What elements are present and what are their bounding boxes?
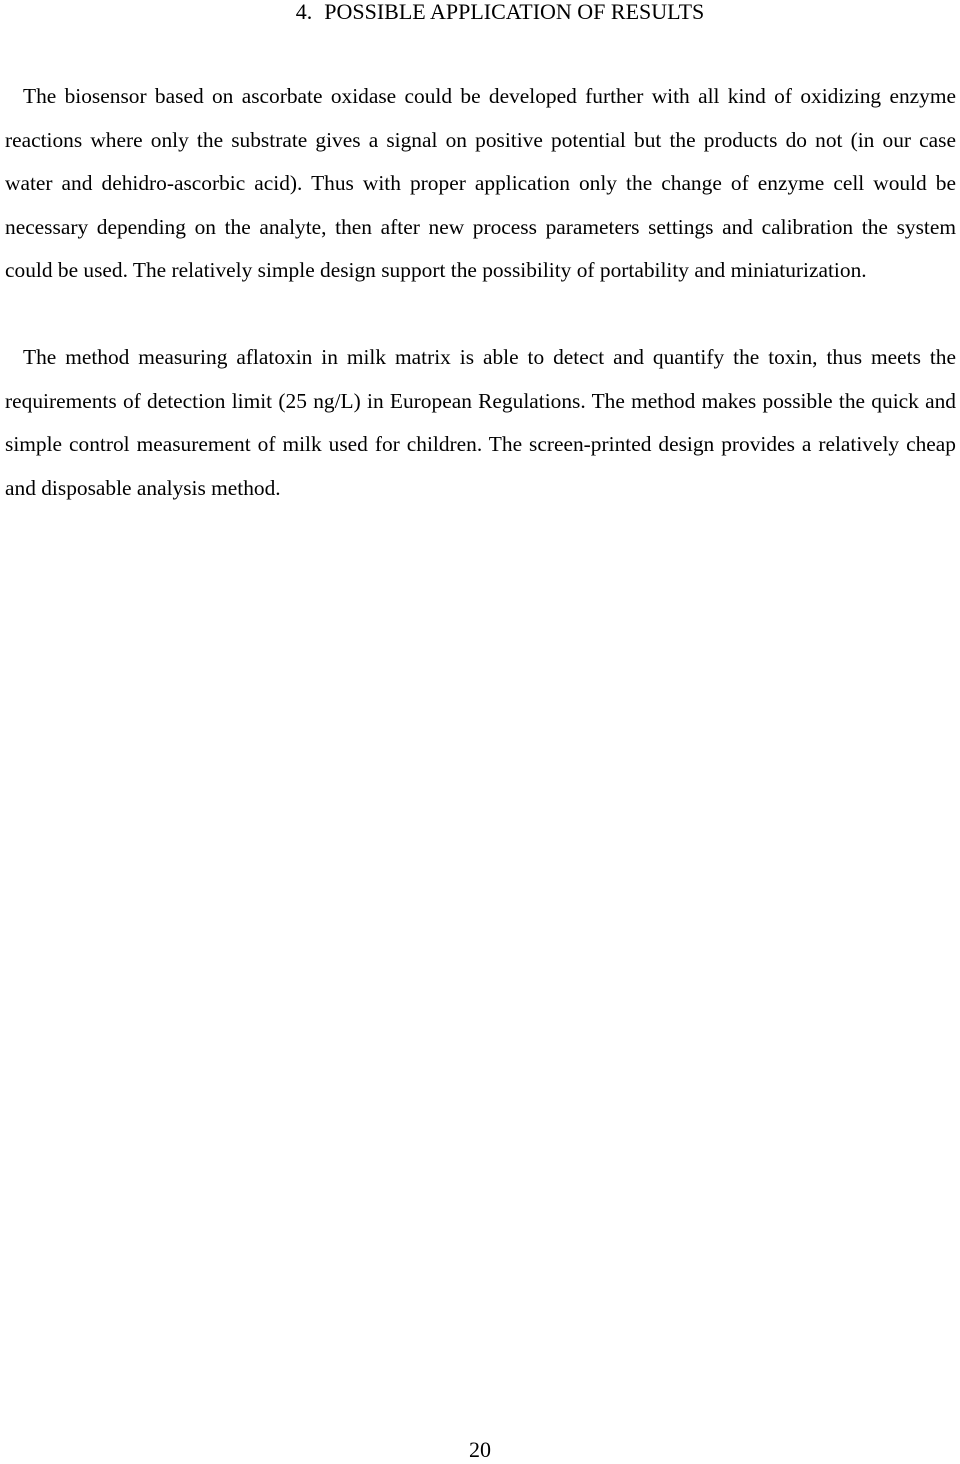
body-paragraph-aflatoxin: The method measuring aflatoxin in milk matrix is able to detect and quantify the toxin, thus meets the requirements of detection limit (25 ng/L) in European Regulations. The method makes possible the quick and simple control measurement of milk used for children. The screen-printed design provides a relatively cheap and disposable analysis method. (5, 345, 956, 500)
page-number: 20 (469, 1437, 491, 1462)
section-title: POSSIBLE APPLICATION OF RESULTS (324, 0, 705, 24)
body-paragraph-biosensor: The biosensor based on ascorbate oxidase could be developed further with all kind of oxidizing enzyme reactions where only the substrate gives a signal on positive potential but the products do not (in our case water and dehidro-ascorbic acid). Thus with proper application only the change of enzyme cell would be necessary depending on the analyte, then after new process parameters settings and calibration the system could be used. The relatively simple design support the possibility of portability and miniaturization. (5, 84, 956, 282)
section-number: 4. (295, 0, 313, 24)
section-heading (0, 0, 960, 24)
